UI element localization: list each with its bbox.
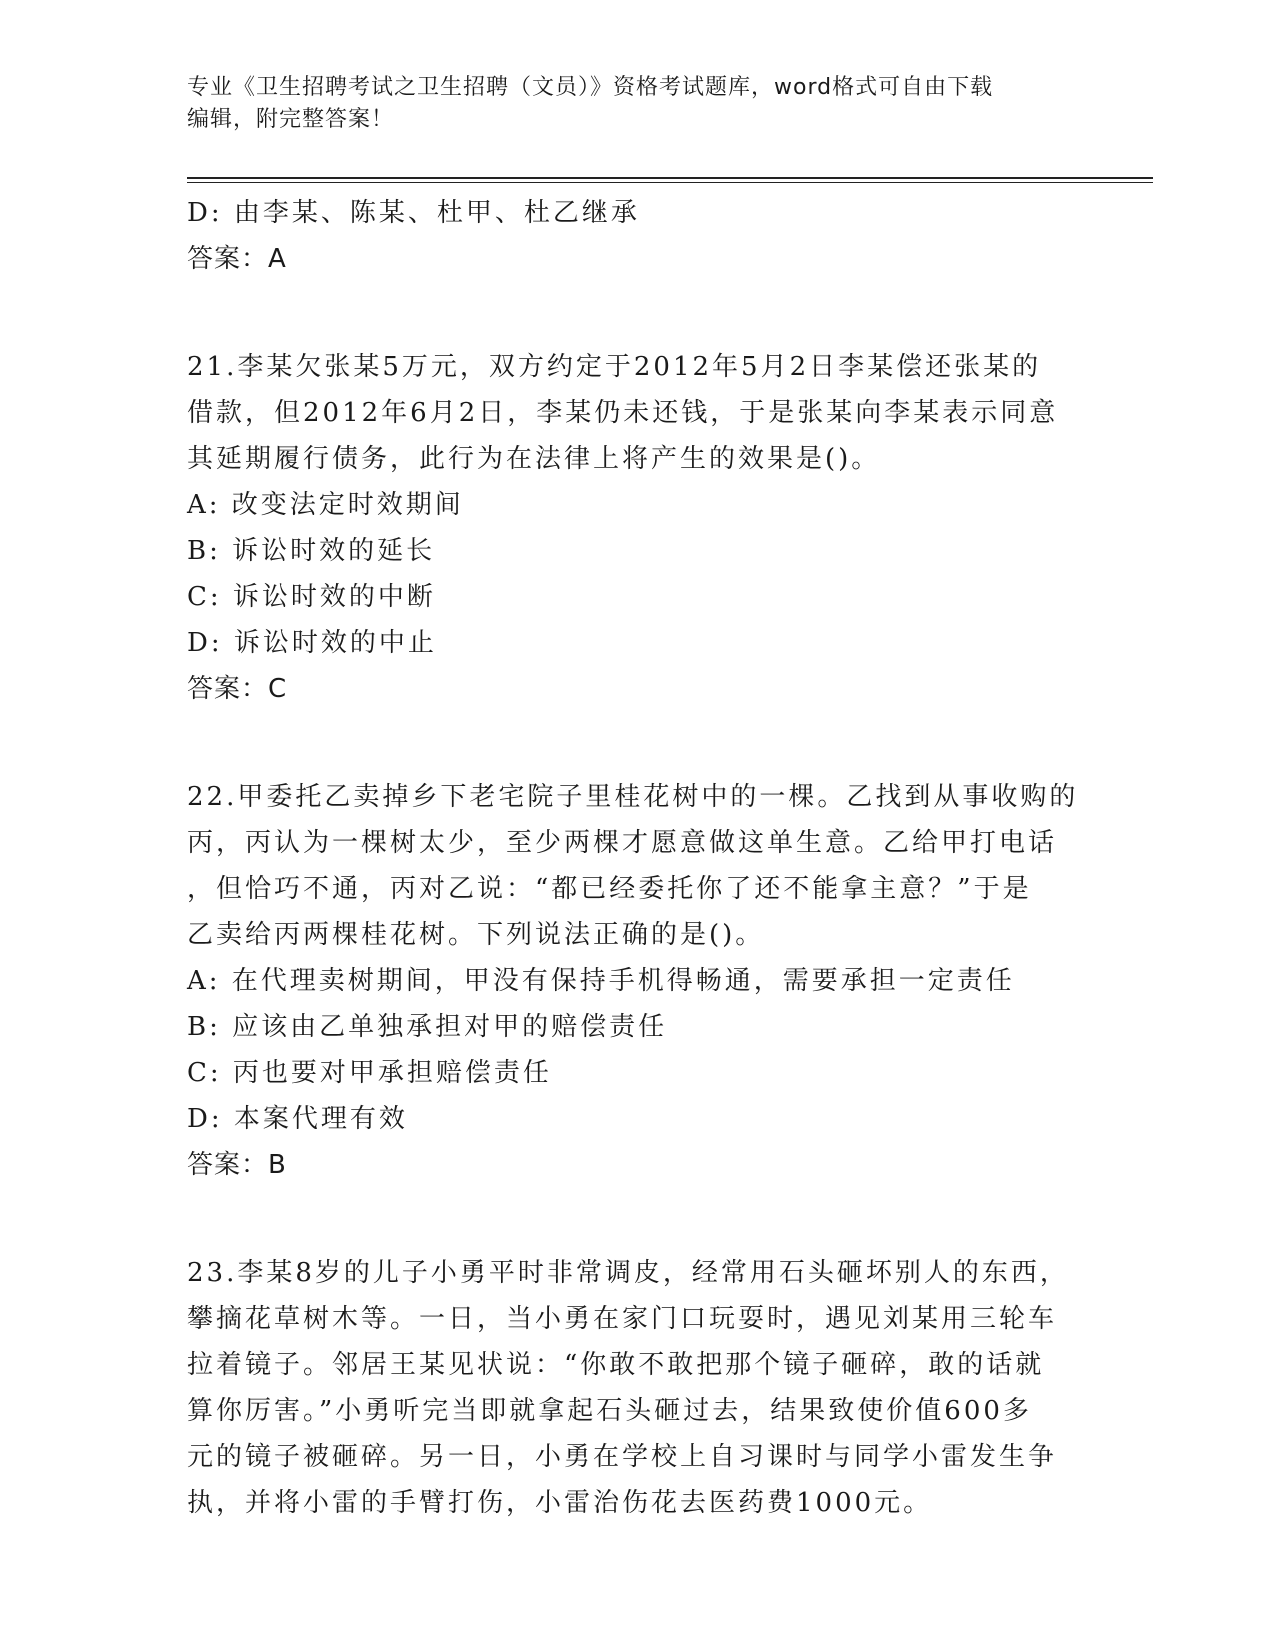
option-b: B: 应该由乙单独承担对甲的赔偿责任 [187, 1012, 668, 1042]
question-stem-line: 22.甲委托乙卖掉乡下老宅院子里桂花树中的一棵。乙找到从事收购的 [187, 782, 1079, 812]
question-content [187, 190, 1087, 1526]
document-header [187, 72, 1087, 136]
question-21 [187, 344, 1087, 712]
option-a: A: 在代理卖树期间，甲没有保持手机得畅通，需要承担一定责任 [187, 966, 1015, 996]
spacer [187, 1188, 1087, 1250]
spacer [187, 712, 1087, 774]
previous-question-tail [187, 190, 1087, 282]
question-stem-line: ，但恰巧不通，丙对乙说：“都已经委托你了还不能拿主意？”于是 [187, 874, 1032, 904]
option-c: C: 丙也要对甲承担赔偿责任 [187, 1058, 552, 1088]
spacer [187, 282, 1087, 344]
option-d: D: 本案代理有效 [187, 1104, 408, 1134]
option-c: C: 诉讼时效的中断 [187, 582, 436, 612]
question-22 [187, 774, 1087, 1188]
header-line-1: 专业《卫生招聘考试之卫生招聘（文员）》资格考试题库，word格式可自由下载 [187, 75, 994, 100]
header-divider-thick [187, 177, 1153, 179]
question-stem-line: 算你厉害。”小勇听完当即就拿起石头砸过去，结果致使价值600多 [187, 1396, 1032, 1426]
question-stem-line: 攀摘花草树木等。一日，当小勇在家门口玩耍时，遇见刘某用三轮车 [187, 1304, 1058, 1334]
option-d: D: 由李某、陈某、杜甲、杜乙继承 [187, 198, 640, 228]
answer: 答案：A [187, 244, 287, 274]
question-23 [187, 1250, 1087, 1526]
question-stem-line: 其延期履行债务，此行为在法律上将产生的效果是()。 [187, 444, 881, 474]
question-stem-line: 23.李某8岁的儿子小勇平时非常调皮，经常用石头砸坏别人的东西， [187, 1258, 1069, 1288]
question-stem-line: 执，并将小雷的手臂打伤，小雷治伤花去医药费1000元。 [187, 1488, 933, 1518]
question-stem-line: 拉着镜子。邻居王某见状说：“你敢不敢把那个镜子砸碎，敢的话就 [187, 1350, 1045, 1380]
question-stem-line: 21.李某欠张某5万元，双方约定于2012年5月2日李某偿还张某的 [187, 352, 1042, 382]
option-a: A: 改变法定时效期间 [187, 490, 464, 520]
question-stem-line: 乙卖给丙两棵桂花树。下列说法正确的是()。 [187, 920, 765, 950]
option-d: D: 诉讼时效的中止 [187, 628, 437, 658]
answer: 答案：C [187, 674, 288, 704]
header-divider-thin [187, 182, 1153, 183]
option-b: B: 诉讼时效的延长 [187, 536, 436, 566]
question-stem-line: 借款，但2012年6月2日，李某仍未还钱，于是张某向李某表示同意 [187, 398, 1059, 428]
answer: 答案：B [187, 1150, 287, 1180]
question-stem-line: 丙，丙认为一棵树太少，至少两棵才愿意做这单生意。乙给甲打电话 [187, 828, 1058, 858]
header-line-2: 编辑，附完整答案！ [187, 107, 395, 132]
question-stem-line: 元的镜子被砸碎。另一日，小勇在学校上自习课时与同学小雷发生争 [187, 1442, 1058, 1472]
